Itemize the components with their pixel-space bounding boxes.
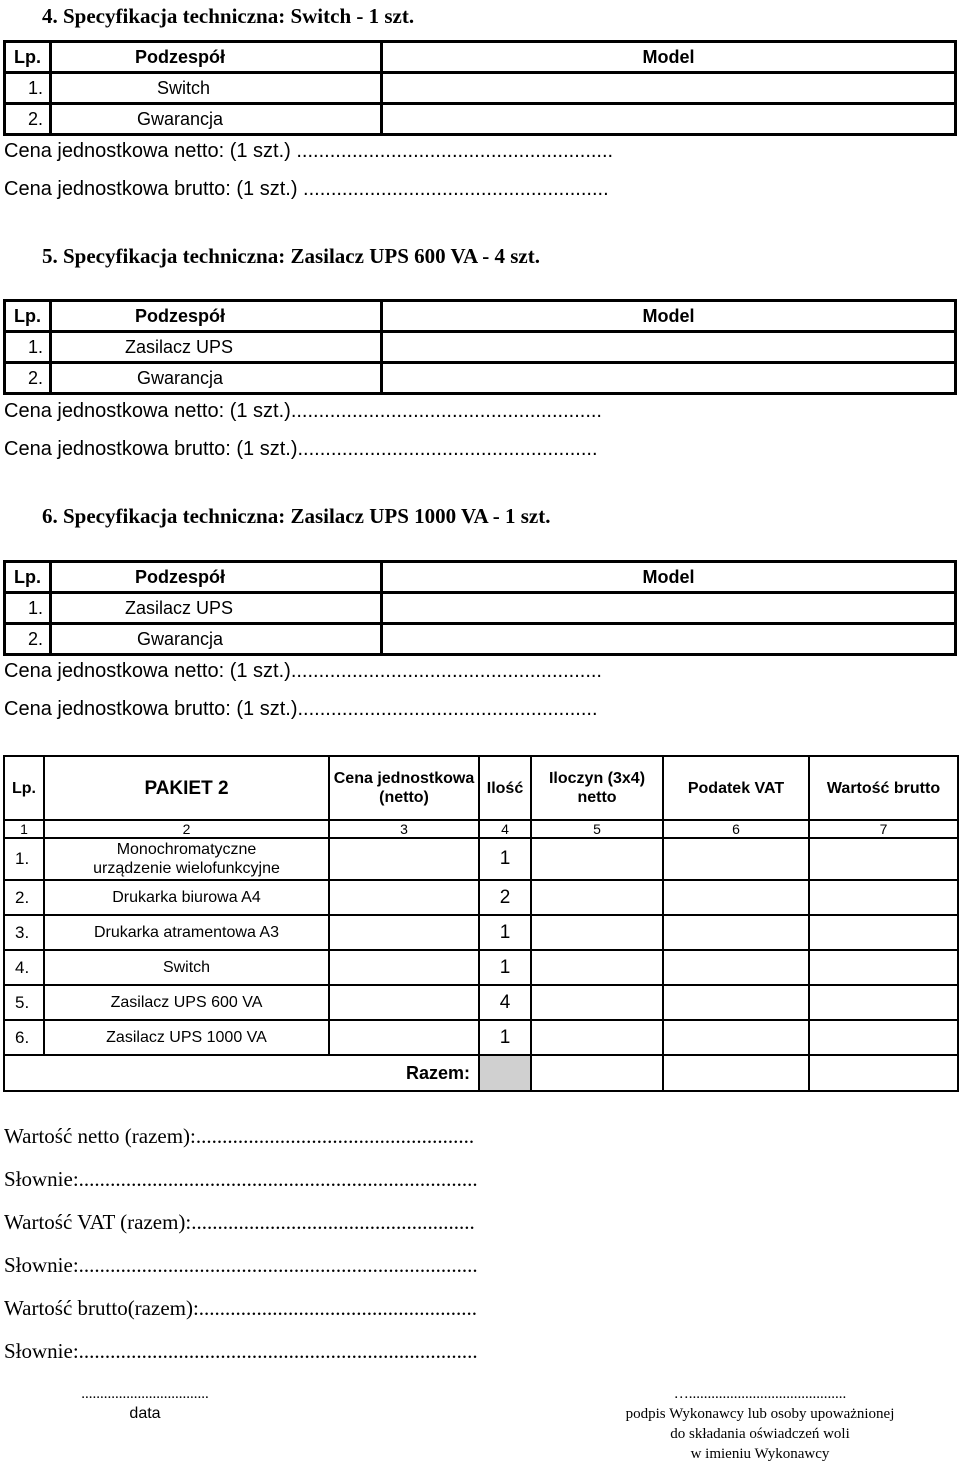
row-product[interactable] xyxy=(531,880,663,915)
table-row xyxy=(4,915,958,950)
row-vat[interactable] xyxy=(663,1020,809,1055)
spec-table xyxy=(3,299,957,395)
package-name-header: PAKIET 2 xyxy=(44,756,329,820)
lp-header: Lp. xyxy=(5,562,51,593)
column-index: 7 xyxy=(809,820,958,838)
table-row xyxy=(5,363,956,394)
column-index: 5 xyxy=(531,820,663,838)
row-quantity: 4 xyxy=(479,985,531,1020)
unit-price-net: Cena jednostkowa netto: (1 szt.)........................................................ xyxy=(4,660,602,682)
column-index: 4 xyxy=(479,820,531,838)
row-component: Gwarancja xyxy=(51,104,382,135)
row-vat[interactable] xyxy=(663,915,809,950)
lp-header: Lp. xyxy=(5,301,51,332)
section-title: 5. Specyfikacja techniczna: Zasilacz UPS 600 VA - 4 szt. xyxy=(42,244,540,268)
package-table xyxy=(3,755,959,1092)
spec-table xyxy=(3,40,957,136)
column-index-row xyxy=(4,820,958,838)
unit-price-net: Cena jednostkowa netto: (1 szt.) ......................................................... xyxy=(4,140,614,162)
lp-header: Lp. xyxy=(4,756,44,820)
table-row xyxy=(5,104,956,135)
component-header: Podzespół xyxy=(51,562,382,593)
row-component: Zasilacz UPS xyxy=(51,332,382,363)
row-name: Monochromatyczne urządzenie wielofunkcyjne xyxy=(44,838,329,880)
row-name: Drukarka biurowa A4 xyxy=(44,880,329,915)
unit-price-header: Cena jednostkowa (netto) xyxy=(329,756,479,820)
table-row xyxy=(5,624,956,655)
row-model[interactable] xyxy=(382,332,956,363)
row-gross[interactable] xyxy=(809,880,958,915)
row-unit-price[interactable] xyxy=(329,838,479,880)
table-row xyxy=(4,985,958,1020)
section-title: 6. Specyfikacja techniczna: Zasilacz UPS 1000 VA - 1 szt. xyxy=(42,504,551,528)
row-vat[interactable] xyxy=(663,838,809,880)
row-name: Drukarka atramentowa A3 xyxy=(44,915,329,950)
signature-label: podpis Wykonawcy lub osoby upoważnionej xyxy=(625,1406,895,1422)
row-quantity: 1 xyxy=(479,1020,531,1055)
row-lp: 2. xyxy=(4,880,44,915)
table-row xyxy=(5,73,956,104)
table-header-row xyxy=(5,301,956,332)
row-gross[interactable] xyxy=(809,838,958,880)
total-quantity-shaded xyxy=(479,1055,531,1091)
model-header: Model xyxy=(382,562,956,593)
row-lp: 2. xyxy=(5,363,51,394)
model-header: Model xyxy=(382,301,956,332)
row-component: Switch xyxy=(51,73,382,104)
row-lp: 2. xyxy=(5,104,51,135)
row-product[interactable] xyxy=(531,838,663,880)
row-lp: 1. xyxy=(5,332,51,363)
row-vat[interactable] xyxy=(663,950,809,985)
row-product[interactable] xyxy=(531,950,663,985)
table-row xyxy=(4,950,958,985)
total-net-line: Wartość netto (razem):..................................................... xyxy=(4,1124,475,1148)
total-gross-line: Wartość brutto(razem):..................................................... xyxy=(4,1296,478,1320)
total-product[interactable] xyxy=(531,1055,663,1091)
row-gross[interactable] xyxy=(809,1020,958,1055)
row-name: Zasilacz UPS 600 VA xyxy=(44,985,329,1020)
row-model[interactable] xyxy=(382,624,956,655)
column-index: 3 xyxy=(329,820,479,838)
row-quantity: 2 xyxy=(479,880,531,915)
row-model[interactable] xyxy=(382,363,956,394)
column-index: 2 xyxy=(44,820,329,838)
column-index: 1 xyxy=(4,820,44,838)
table-header-row xyxy=(5,562,956,593)
total-gross[interactable] xyxy=(809,1055,958,1091)
row-gross[interactable] xyxy=(809,950,958,985)
row-gross[interactable] xyxy=(809,915,958,950)
table-row xyxy=(4,1020,958,1055)
row-lp: 6. xyxy=(4,1020,44,1055)
total-vat-line: Wartość VAT (razem):...................................................... xyxy=(4,1210,475,1234)
row-lp: 1. xyxy=(4,838,44,880)
signature-label: w imieniu Wykonawcy xyxy=(690,1446,830,1462)
unit-price-gross: Cena jednostkowa brutto: (1 szt.)...................................................... xyxy=(4,698,598,720)
row-quantity: 1 xyxy=(479,838,531,880)
row-name: Switch xyxy=(44,950,329,985)
table-row xyxy=(4,880,958,915)
row-lp: 5. xyxy=(4,985,44,1020)
vat-header: Podatek VAT xyxy=(663,756,809,820)
product-header: Iloczyn (3x4) netto xyxy=(531,756,663,820)
row-quantity: 1 xyxy=(479,950,531,985)
quantity-header: Ilość xyxy=(479,756,531,820)
in-words-line: Słownie:............................................................................ xyxy=(4,1167,478,1191)
row-quantity: 1 xyxy=(479,915,531,950)
row-name: Zasilacz UPS 1000 VA xyxy=(44,1020,329,1055)
in-words-line: Słownie:............................................................................ xyxy=(4,1253,478,1277)
row-component: Gwarancja xyxy=(51,624,382,655)
table-header-row xyxy=(5,42,956,73)
model-header: Model xyxy=(382,42,956,73)
row-component: Zasilacz UPS xyxy=(51,593,382,624)
unit-price-net: Cena jednostkowa netto: (1 szt.)........................................................ xyxy=(4,400,602,422)
date-block xyxy=(30,1384,260,1424)
row-lp: 4. xyxy=(4,950,44,985)
row-unit-price[interactable] xyxy=(329,915,479,950)
row-product[interactable] xyxy=(531,915,663,950)
row-unit-price[interactable] xyxy=(329,1020,479,1055)
row-product[interactable] xyxy=(531,985,663,1020)
row-model[interactable] xyxy=(382,104,956,135)
signature-label: do składania oświadczeń woli xyxy=(670,1426,850,1442)
date-dots: .................................. xyxy=(81,1386,209,1402)
section-title: 4. Specyfikacja techniczna: Switch - 1 szt. xyxy=(42,4,415,28)
column-index: 6 xyxy=(663,820,809,838)
spec-table xyxy=(3,560,957,656)
row-model[interactable] xyxy=(382,73,956,104)
total-vat[interactable] xyxy=(663,1055,809,1091)
table-row xyxy=(5,332,956,363)
date-label: data xyxy=(129,1405,161,1422)
component-header: Podzespół xyxy=(51,42,382,73)
row-vat[interactable] xyxy=(663,880,809,915)
row-unit-price[interactable] xyxy=(329,880,479,915)
unit-price-gross: Cena jednostkowa brutto: (1 szt.)...................................................... xyxy=(4,438,598,460)
row-unit-price[interactable] xyxy=(329,985,479,1020)
row-component: Gwarancja xyxy=(51,363,382,394)
row-lp: 3. xyxy=(4,915,44,950)
row-vat[interactable] xyxy=(663,985,809,1020)
table-row xyxy=(4,838,958,880)
in-words-line: Słownie:............................................................................ xyxy=(4,1339,478,1363)
row-model[interactable] xyxy=(382,593,956,624)
row-lp: 2. xyxy=(5,624,51,655)
lp-header: Lp. xyxy=(5,42,51,73)
table-row xyxy=(5,593,956,624)
row-lp: 1. xyxy=(5,73,51,104)
row-gross[interactable] xyxy=(809,985,958,1020)
row-product[interactable] xyxy=(531,1020,663,1055)
signature-dots: ….......................................... xyxy=(673,1386,847,1402)
component-header: Podzespół xyxy=(51,301,382,332)
row-unit-price[interactable] xyxy=(329,950,479,985)
row-lp: 1. xyxy=(5,593,51,624)
gross-header: Wartość brutto xyxy=(809,756,958,820)
unit-price-gross: Cena jednostkowa brutto: (1 szt.) ....................................................... xyxy=(4,178,609,200)
total-row xyxy=(4,1055,958,1091)
total-label: Razem: xyxy=(4,1055,479,1091)
package-header-row xyxy=(4,756,958,820)
signature-block xyxy=(580,1384,940,1464)
